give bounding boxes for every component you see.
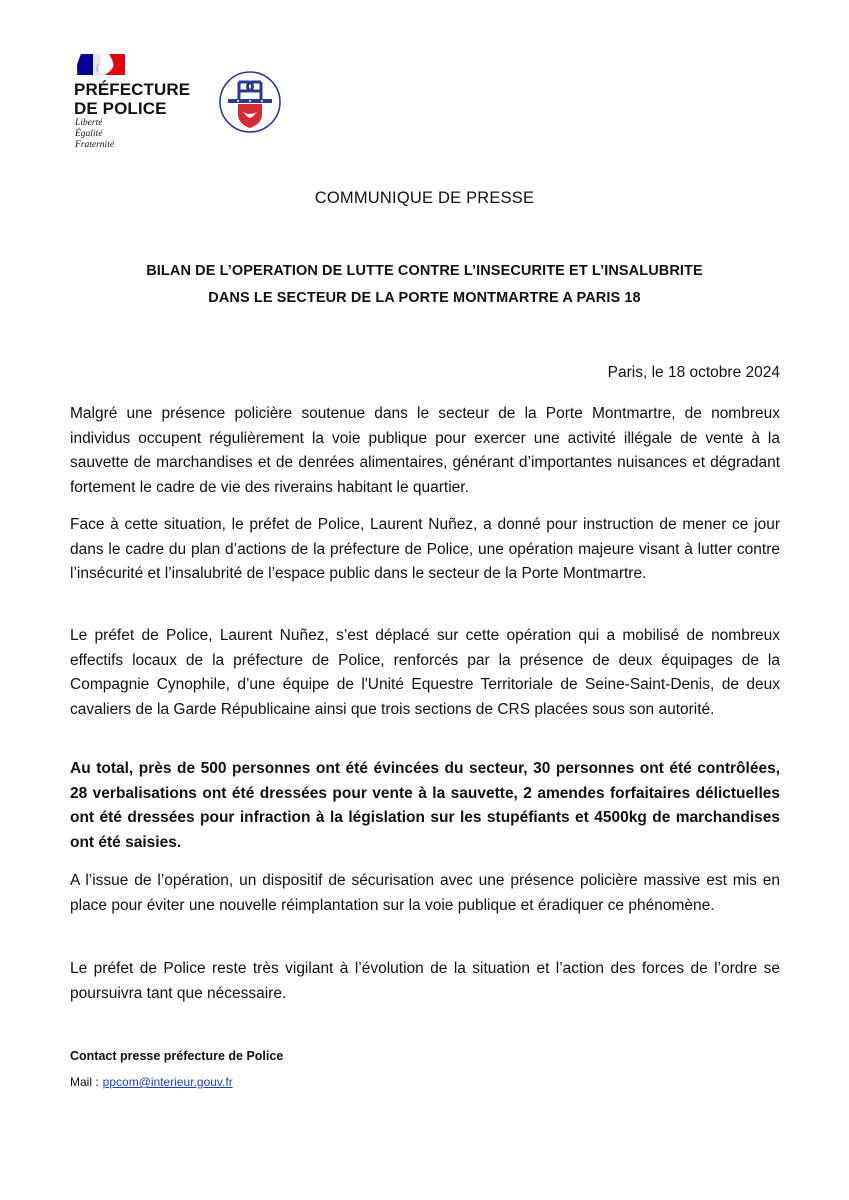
contact-title: Contact presse préfecture de Police	[70, 1049, 284, 1063]
paragraph-results: Au total, près de 500 personnes ont été évincées du secteur, 30 personnes ont été contrôlées, 28 verbalisations ont été dressées pour vente à la sauvette, 2 amendes forfaitaires délictuelles ont été dressées pour infraction à la législation sur les stupéfiants et 4500kg de marchandises ont été saisies.	[70, 760, 780, 851]
contact-email-link[interactable]: ppcom@interieur.gouv.fr	[102, 1075, 233, 1089]
paragraph-deployment: Le préfet de Police, Laurent Nuñez, s’est déplacé sur cette opération qui a mobilisé de nombreux effectifs locaux de la préfecture de Police, renforcés par la présence de deux équipages de la Compagnie Cynophile, d’une équipe de l'Unité Equestre Territoriale de Seine-Saint-Denis, de deux cavaliers de la Garde Républicaine ainsi que trois sections de CRS placées sous son autorité.	[70, 627, 780, 718]
paragraph-securisation: A l’issue de l’opération, un dispositif de sécurisation avec une présence policière massive est mis en place pour éviter une nouvelle réimplantation sur la voie publique et éradiquer ce phénomène.	[70, 872, 780, 914]
title-line-1: BILAN DE L’OPERATION DE LUTTE CONTRE L’INSECURITE ET L’INSALUBRITE	[146, 263, 703, 279]
document-type: COMMUNIQUE DE PRESSE	[314, 189, 535, 207]
prefecture-line-1: PRÉFECTURE	[74, 80, 191, 99]
prefecture-name	[74, 80, 190, 118]
document-date: Paris, le 18 octobre 2024	[607, 364, 780, 381]
republic-motto	[75, 118, 114, 151]
paragraph-context: Malgré une présence policière soutenue dans le secteur de la Porte Montmartre, de nombreux individus occupent régulièrement la voie publique pour exercer une activité illégale de vente à la sauvette de marchandises et de denrées alimentaires, générant d’importantes nuisances et dégradant fortement le cadre de vie des riverains habitant le quartier.	[70, 405, 780, 496]
motto-fraternite: Fraternité	[75, 140, 115, 150]
title-line-2: DANS LE SECTEUR DE LA PORTE MONTMARTRE A PARIS 18	[208, 290, 641, 306]
motto-egalite: Égalité	[75, 129, 103, 139]
motto-liberte: Liberté	[75, 118, 103, 128]
paragraph-instruction: Face à cette situation, le préfet de Police, Laurent Nuñez, a donné pour instruction de mener ce jour dans le cadre du plan d’actions de la préfecture de Police, une opération majeure visant à lutter contre l’insécurité et l’insalubrité de l’espace public dans le secteur de la Porte Montmartre.	[70, 516, 780, 583]
contact-mail-line	[70, 1075, 233, 1089]
prefecture-line-2: DE POLICE	[74, 99, 167, 118]
marianne-logo-icon	[75, 54, 125, 75]
mail-label: Mail :	[70, 1075, 99, 1089]
document-title	[0, 258, 849, 312]
prefecture-police-emblem-icon	[218, 70, 282, 134]
paragraph-conclusion: Le préfet de Police reste très vigilant à l’évolution de la situation et l’action des forces de l’ordre se poursuivra tant que nécessaire.	[70, 960, 780, 1002]
